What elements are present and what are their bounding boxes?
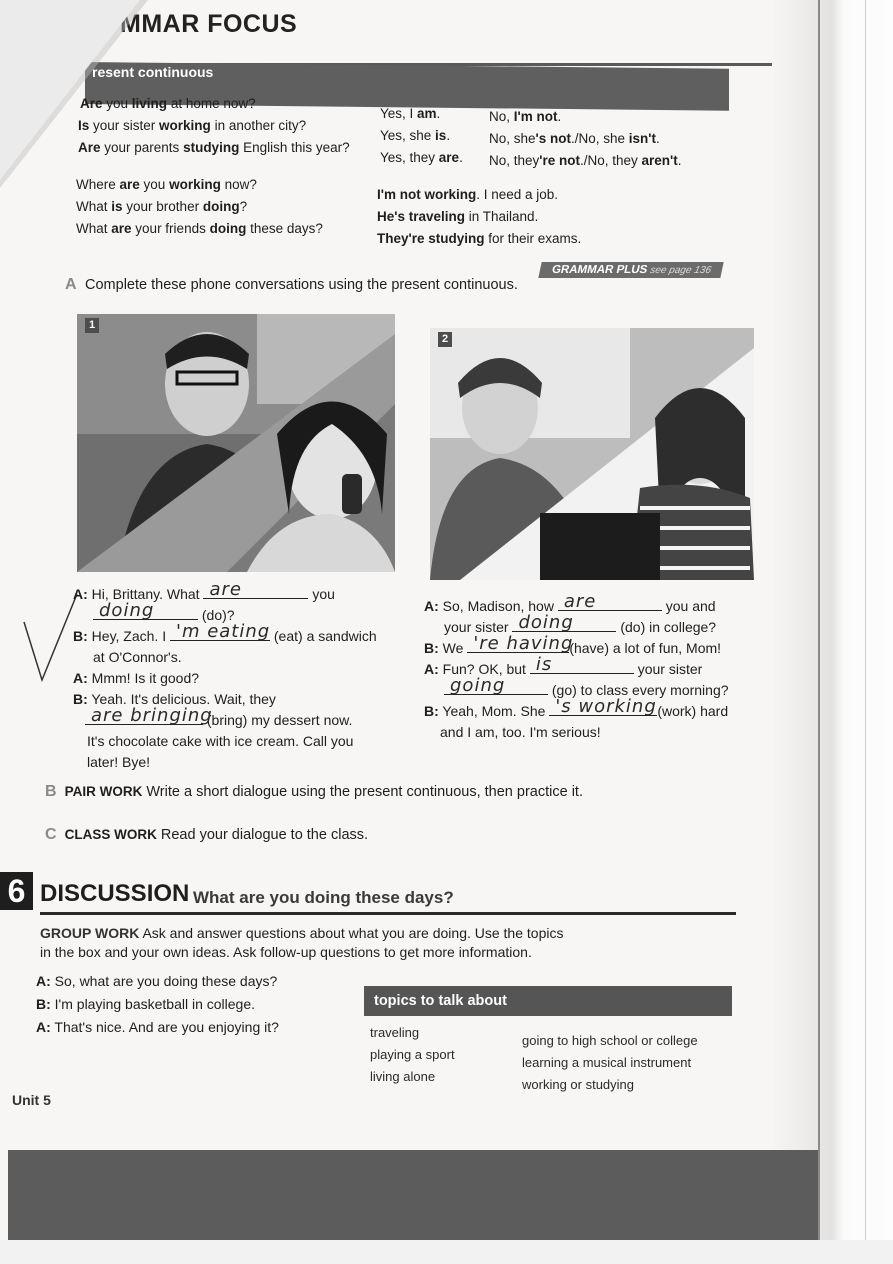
answer-blank[interactable]	[512, 612, 616, 633]
handwritten-answer: are bringing	[91, 705, 213, 726]
topic-item: going to high school or college	[522, 1033, 698, 1048]
photo-number: 1	[85, 318, 99, 333]
group-work-text-2: in the box and your own ideas. Ask follow-up questions to get more information.	[40, 944, 532, 960]
section-number: 6	[0, 872, 33, 910]
photo-phone-call-1	[77, 314, 395, 572]
handwritten-answer: 'm eating	[176, 621, 271, 642]
exercise-label: CLASS WORK	[64, 827, 157, 842]
topics-right-column	[522, 1030, 698, 1096]
dialogue-line: going (go) to class every morning?	[424, 680, 764, 701]
wh-question: What is your brother doing?	[76, 199, 248, 214]
page-bottom-shadow	[8, 1150, 818, 1240]
exercise-text: Read your dialogue to the class.	[160, 827, 369, 843]
topic-item: working or studying	[522, 1077, 634, 1092]
page-edge	[818, 0, 820, 1240]
wh-question: What are your friends doing these days?	[76, 221, 323, 236]
dialogue-line: It's chocolate cake with ice cream. Call you	[87, 733, 354, 749]
yes-answer: Yes, they are.	[380, 150, 463, 165]
answer-blank[interactable]	[85, 705, 213, 726]
wh-answer: I'm not working. I need a job.	[377, 187, 559, 202]
answer-blank[interactable]	[170, 621, 271, 642]
scan-bottom-margin	[0, 1240, 893, 1264]
handwritten-answer: going	[450, 675, 506, 696]
topics-left-column	[370, 1022, 455, 1088]
topic-item: traveling	[370, 1025, 420, 1040]
yes-answer: Yes, I am.	[380, 106, 441, 121]
dialogue-line: B: We 're having (have) a lot of fun, Mom!	[424, 633, 722, 656]
yes-answer: Yes, she is.	[380, 128, 451, 143]
page-edge-secondary	[865, 0, 866, 1240]
topic-item: living alone	[370, 1069, 436, 1084]
book-gutter	[770, 0, 893, 1264]
wh-answer: They're studying for their exams.	[377, 231, 582, 246]
exercise-c	[45, 826, 368, 844]
handwritten-answer: is	[535, 654, 553, 675]
grammar-plus-tag[interactable]: GRAMMAR PLUS see page 136	[538, 262, 723, 278]
dialogue-line: your sister doing (do) in college?	[444, 612, 717, 635]
topic-item: learning a musical instrument	[522, 1055, 692, 1070]
yn-question: Are your parents studying English this year?	[78, 140, 350, 155]
dialogue-line: doing (do)?	[73, 605, 403, 626]
dialogue-line: A: So, Madison, how are you and	[424, 591, 716, 614]
exercise-letter: A	[65, 276, 77, 293]
no-answers	[489, 106, 682, 172]
exercise-letter: C	[45, 826, 57, 843]
dialogue-line: later! Bye!	[87, 754, 151, 770]
handwritten-answer: 're having	[473, 633, 574, 654]
handwritten-answer: 's working	[555, 696, 657, 717]
topics-box-heading: topics to talk about	[364, 986, 732, 1016]
handwritten-answer: doing	[99, 600, 155, 621]
grammar-plus-ref: see page 136	[649, 265, 713, 276]
yes-answers	[380, 103, 463, 169]
handwritten-answer: are	[209, 579, 242, 600]
section-title: MMAR FOCUS	[120, 10, 298, 38]
handwritten-answer: are	[563, 591, 597, 612]
conversation-1	[73, 579, 403, 773]
photo-number: 2	[438, 332, 452, 347]
folded-corner	[0, 0, 140, 180]
yn-question: Is your sister working in another city?	[78, 118, 307, 133]
handwritten-answer: doing	[518, 612, 574, 633]
answer-blank[interactable]	[558, 591, 662, 612]
photo-phone-call-2	[430, 328, 754, 580]
answer-blank[interactable]	[530, 654, 634, 675]
unit-label: Unit 5	[12, 1092, 51, 1108]
section-heading: DISCUSSION	[40, 880, 190, 907]
dialogue-line: A: Fun? OK, but is your sister	[424, 654, 703, 677]
dialogue-line: are bringing (bring) my dessert now.	[73, 710, 403, 731]
dialogue-line: B: I'm playing basketball in college.	[36, 996, 256, 1012]
answer-blank[interactable]	[467, 633, 574, 654]
dialogue-line: at O'Connor's.	[93, 649, 182, 665]
group-work-label: GROUP WORK	[40, 925, 140, 941]
exercise-letter: B	[45, 783, 57, 800]
dialogue-line: B: Yeah. It's delicious. Wait, they	[73, 691, 276, 707]
no-answer: No, they're not./No, they aren't.	[489, 153, 682, 168]
no-answer: No, she's not./No, she isn't.	[489, 131, 660, 146]
exercise-b	[45, 783, 583, 801]
wh-answer: He's traveling in Thailand.	[377, 209, 539, 224]
answer-blank[interactable]	[203, 579, 308, 600]
topic-item: playing a sport	[370, 1047, 455, 1062]
discussion-dialogue	[36, 970, 279, 1039]
dialogue-line: B: Hey, Zach. I 'm eating (eat) a sandwich	[73, 621, 377, 644]
dialogue-line: A: So, what are you doing these days?	[36, 973, 278, 989]
dialogue-line: A: Hi, Brittany. What are you	[73, 579, 335, 602]
group-work-text: Ask and answer questions about what you are doing. Use the topics	[142, 925, 564, 941]
exercise-instruction: Complete these phone conversations using the present continuous.	[85, 277, 518, 293]
answer-blank[interactable]	[549, 696, 657, 717]
grammar-band-label: resent continuous	[92, 64, 214, 80]
answer-blank[interactable]	[444, 675, 548, 696]
section-rule	[40, 912, 736, 915]
group-work-instructions	[40, 924, 640, 962]
yn-question: Are you living at home now?	[80, 96, 256, 111]
exercise-label: PAIR WORK	[64, 784, 143, 799]
wh-question: Where are you working now?	[76, 177, 257, 192]
exercise-text: Write a short dialogue using the present continuous, then practice it.	[146, 784, 583, 800]
conversation-2	[424, 591, 764, 743]
wh-answers	[377, 184, 581, 250]
dialogue-line: A: That's nice. And are you enjoying it?	[36, 1019, 279, 1035]
no-answer: No, I'm not.	[489, 109, 562, 124]
photo-1-image	[77, 314, 395, 572]
photo-2-image	[430, 328, 754, 580]
dialogue-line: A: Mmm! Is it good?	[73, 670, 200, 686]
dialogue-line: B: Yeah, Mom. She 's working (work) hard	[424, 696, 729, 719]
dialogue-line: and I am, too. I'm serious!	[440, 724, 601, 740]
section-subheading: What are you doing these days?	[193, 888, 454, 907]
exercise-a-heading	[65, 276, 518, 294]
